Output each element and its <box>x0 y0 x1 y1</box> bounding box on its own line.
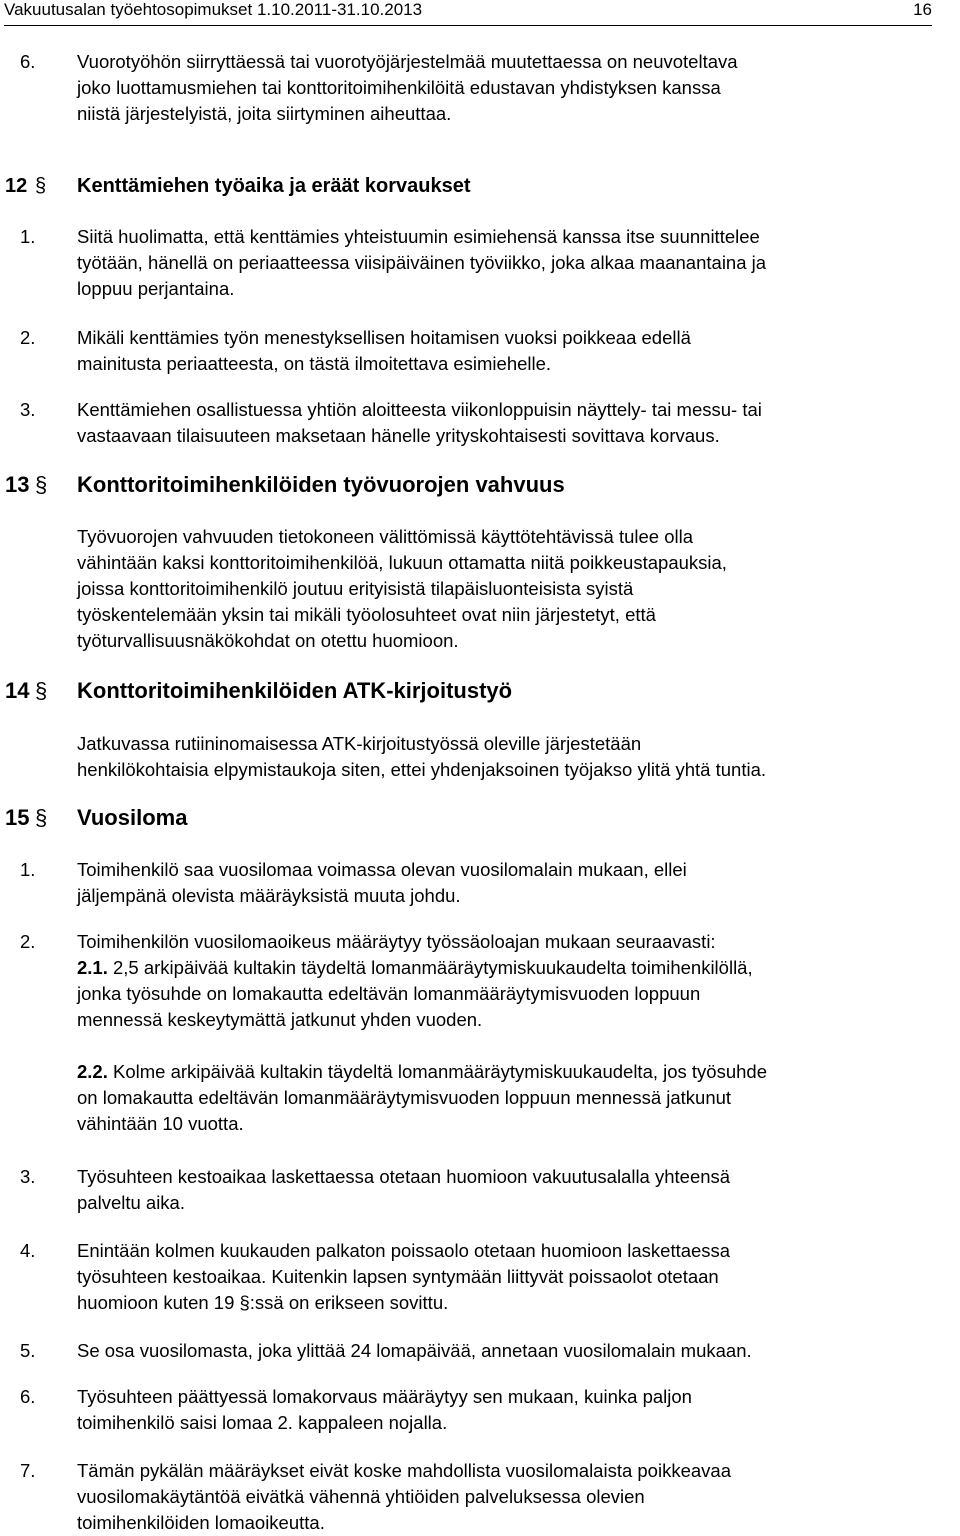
section-title: Konttoritoimihenkilöiden työvuorojen vahvuus <box>77 472 565 497</box>
item-number: 1. <box>20 859 36 880</box>
document-title: Vakuutusalan työehtosopimukset 1.10.2011-31.10.2013 <box>4 0 423 19</box>
section-number: 13 <box>5 472 30 497</box>
item-number: 6. <box>20 1386 36 1407</box>
subitem-number: 2.1. <box>77 957 108 978</box>
item-text: Se osa vuosilomasta, joka ylittää 24 lomapäivää, annetaan vuosilomalain mukaan. <box>77 1340 752 1361</box>
section-symbol: § <box>35 805 48 830</box>
section-14-heading <box>0 676 940 706</box>
item-number: 1. <box>20 226 36 247</box>
header-divider <box>4 25 932 26</box>
item-text: Vuorotyöhön siirryttäessä tai vuorotyöjärjestelmää muutettaessa on neuvoteltava joko luottamusmiehen tai konttoritoimihenkilöitä edustavan yhdistyksen kanssa niistä järjestelyistä, joita siirtyminen aiheuttaa. <box>77 51 738 124</box>
section-title: Vuosiloma <box>77 805 188 830</box>
section-number: 12 <box>5 175 28 197</box>
subitem-text: 2,5 arkipäivää kultakin täydeltä lomanmääräytymiskuukaudelta toimihenkilöllä, jonka työsuhde on lomakautta edeltävän lomanmääräytymisvuoden loppuun mennessä keskeytymättä jatkunut yhden vuoden. <box>77 957 753 1030</box>
item-text: Työsuhteen kestoaikaa laskettaessa otetaan huomioon vakuutusalalla yhteensä palveltu aika. <box>77 1166 731 1213</box>
item-number: 7. <box>20 1460 36 1481</box>
item-text: Enintään kolmen kuukauden palkaton poissaolo otetaan huomioon laskettaessa työsuhteen kestoaikaa. Kuitenkin lapsen syntymään liittyvät poissaolot otetaan huomioon kuten 19 §:ssä on erikseen sovittu. <box>77 1240 731 1313</box>
section-symbol: § <box>35 678 48 703</box>
item-number: 5. <box>20 1340 36 1361</box>
item-text: Toimihenkilö saa vuosilomaa voimassa olevan vuosilomalain mukaan, ellei jäljempänä olevista määräyksistä muuta johdu. <box>77 859 687 906</box>
section-14-body: Jatkuvassa rutiininomaisessa ATK-kirjoitustyössä oleville järjestetään henkilökohtaisia elpymistaukoja siten, ettei yhdenjaksoinen työjakso ylitä yhtä tuntia. <box>77 733 767 780</box>
item-text: Siitä huolimatta, että kenttämies yhteistuumin esimiehensä kanssa itse suunnittelee työtään, hänellä on periaatteessa viisipäiväinen työviikko, joka alkaa maanantaina ja loppuu perjantaina. <box>77 226 767 299</box>
item-number: 2. <box>20 931 36 952</box>
subitem-text: Kolme arkipäivää kultakin täydeltä lomanmääräytymiskuukaudelta, jos työsuhde on lomakautta edeltävän lomanmääräytymisvuoden loppuun mennessä jatkunut vähintään 10 vuotta. <box>77 1061 768 1134</box>
item-text: Kenttämiehen osallistuessa yhtiön aloitteesta viikonloppuisin näyttely- tai messu- tai vastaavaan tilaisuuteen maksetaan hänelle yrityskohtaisesti sovittava korvaus. <box>77 399 762 446</box>
section-number: 15 <box>5 805 30 830</box>
section-title: Konttoritoimihenkilöiden ATK-kirjoitustyö <box>77 678 513 703</box>
section-13-heading <box>0 470 940 500</box>
item-text: Mikäli kenttämies työn menestyksellisen hoitamisen vuoksi poikkeaa edellä mainitusta periaatteesta, on tästä ilmoitettava esimiehelle. <box>77 327 691 374</box>
section-12-heading <box>0 171 940 201</box>
item-number: 4. <box>20 1240 36 1261</box>
item-number: 2. <box>20 327 36 348</box>
item-number: 6. <box>20 51 36 72</box>
section-number: 14 <box>5 678 30 703</box>
section-title: Kenttämiehen työaika ja eräät korvaukset <box>77 175 471 197</box>
section-symbol: § <box>35 472 48 497</box>
section-symbol: § <box>35 175 47 197</box>
item-number: 3. <box>20 1166 36 1187</box>
page-header <box>4 0 932 26</box>
subitem-number: 2.2. <box>77 1061 108 1082</box>
page-number: 16 <box>913 0 932 19</box>
item-text: Toimihenkilön vuosilomaoikeus määräytyy työssäoloajan mukaan seuraavasti: <box>77 931 716 952</box>
section-13-body: Työvuorojen vahvuuden tietokoneen välittömissä käyttötehtävissä tulee olla vähintään kaksi konttoritoimihenkilöä, lukuun ottamatta niitä poikkeustapauksia, joissa konttoritoimihenkilö joutuu erityisistä tilapäisluonteisista syistä työskentelemään yksin tai mikäli työolosuhteet ovat niin järjestetyt, että työturvallisuusnäkökohdat on otettu huomioon. <box>77 526 727 651</box>
item-text: Työsuhteen päättyessä lomakorvaus määräytyy sen mukaan, kuinka paljon toimihenkilö saisi lomaa 2. kappaleen nojalla. <box>77 1386 692 1433</box>
item-number: 3. <box>20 399 36 420</box>
section-15-heading <box>0 803 940 833</box>
item-text: Tämän pykälän määräykset eivät koske mahdollista vuosilomalaista poikkeavaa vuosilomakäytäntöä eivätkä vähennä yhtiöiden palveluksessa olevien toimihenkilöiden lomaoikeutta. <box>77 1460 731 1533</box>
